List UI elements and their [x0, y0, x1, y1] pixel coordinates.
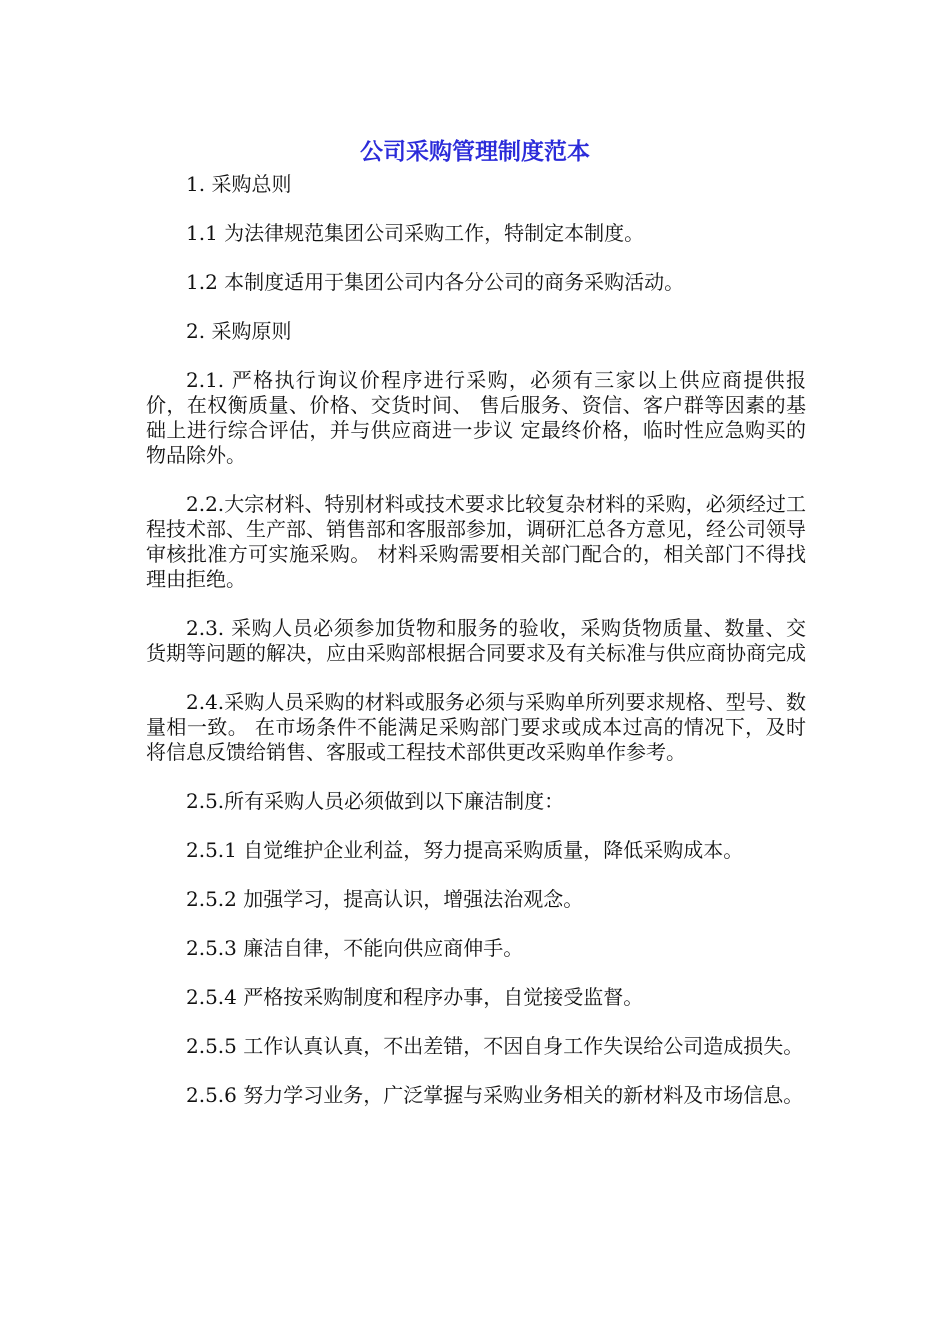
paragraph-2-5-1: 2.5.1 自觉维护企业利益，努力提高采购质量，降低采购成本。: [186, 838, 744, 862]
paragraph-1-2: 1.2 本制度适用于集团公司内各分公司的商务采购活动。: [186, 270, 685, 294]
paragraph-2-5-5: 2.5.5 工作认真认真，不出差错，不因自身工作失误给公司造成损失。: [186, 1034, 804, 1058]
document-body: [146, 172, 806, 1108]
paragraph-2-5-3: 2.5.3 廉洁自律，不能向供应商伸手。: [186, 936, 524, 960]
paragraph-2-4: 2.4.采购人员采购的材料或服务必须与采购单所列要求规格、型号、数量相一致。 在市场条件不能满足采购部门要求或成本过高的情况下，及时将信息反馈给销售、客服或工程技术部供更改采购单作参考。: [146, 690, 806, 764]
paragraph-2-5-2: 2.5.2 加强学习，提高认识，增强法治观念。: [186, 887, 584, 911]
paragraph-2-5: 2.5.所有采购人员必须做到以下廉洁制度：: [186, 789, 565, 813]
paragraph-1: 1. 采购总则: [186, 172, 292, 196]
paragraph-2-3: 2.3. 采购人员必须参加货物和服务的验收，采购货物质量、数量、交货期等问题的解决，应由采购部根据合同要求及有关标准与供应商协商完成: [146, 616, 806, 665]
document-title: 公司采购管理制度范本: [360, 139, 590, 165]
paragraph-2-5-4: 2.5.4 严格按采购制度和程序办事，自觉接受监督。: [186, 985, 644, 1009]
paragraph-2: 2. 采购原则: [186, 319, 292, 343]
paragraph-2-1: 2.1. 严格执行询议价程序进行采购，必须有三家以上供应商提供报价，在权衡质量、价格、交货时间、 售后服务、资信、客户群等因素的基础上进行综合评估，并与供应商进一步议 定最终价格，临时性应急购买的物品除外。: [146, 368, 806, 467]
paragraph-1-1: 1.1 为法律规范集团公司采购工作，特制定本制度。: [186, 221, 645, 245]
paragraph-2-5-6: 2.5.6 努力学习业务，广泛掌握与采购业务相关的新材料及市场信息。: [186, 1083, 804, 1107]
paragraph-2-2: 2.2.大宗材料、特别材料或技术要求比较复杂材料的采购，必须经过工程技术部、生产部、销售部和客服部参加，调研汇总各方意见，经公司领导审核批准方可实施采购。 材料采购需要相关部门配合的，相关部门不得找理由拒绝。: [146, 492, 806, 591]
